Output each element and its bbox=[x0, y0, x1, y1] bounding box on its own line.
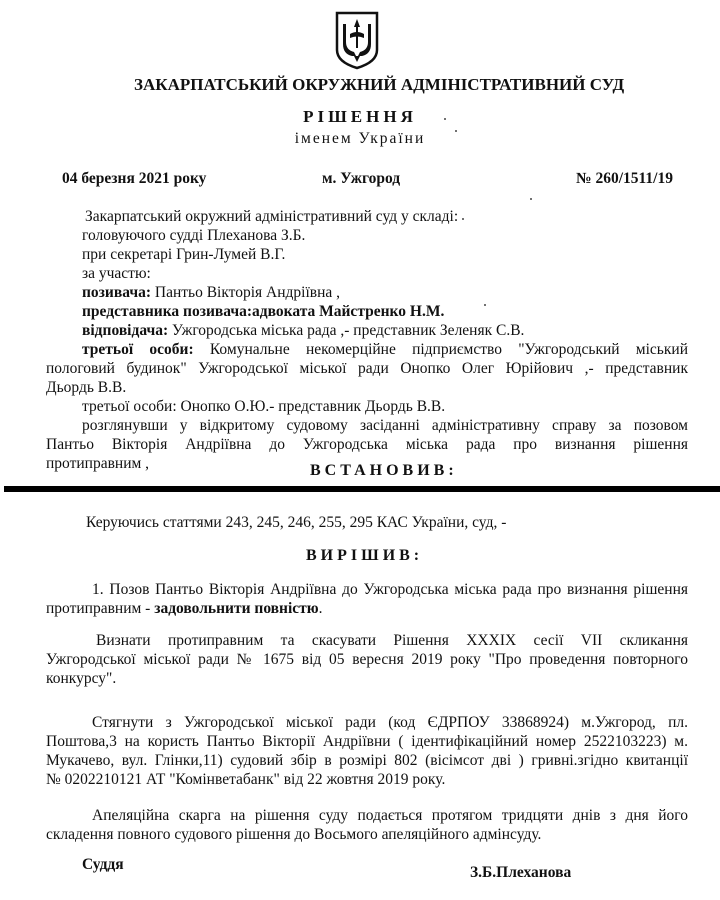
third-party-2-line: третьої особи: Онопко О.Ю.- представник Дьордь В.В. bbox=[82, 398, 446, 415]
decided-heading: ВИРІШИВ: bbox=[306, 547, 424, 564]
document-title: РІШЕННЯ bbox=[303, 107, 417, 126]
resolution-paragraph-3: Мукачево, вул. Глінки,11) судовий збір в розмірі 802 (вісімсот дві ) гривні.згідно квитанції bbox=[46, 752, 688, 769]
trident-coat-of-arms-icon bbox=[334, 10, 380, 70]
defendant-value: Ужгородська міська рада ,- представник Зеленяк С.В. bbox=[172, 322, 525, 339]
composition-line: головуючого судді Плеханова З.Б. bbox=[82, 227, 306, 244]
composition-line: Закарпатський окружний адміністративний суд у складі: bbox=[85, 208, 459, 225]
composition-line: за участю: bbox=[82, 265, 151, 282]
defendant-line bbox=[82, 322, 524, 340]
decision-city: м. Ужгород bbox=[322, 170, 401, 187]
established-heading: ВСТАНОВИВ: bbox=[310, 462, 458, 479]
defendant-label: відповідача: bbox=[82, 322, 169, 339]
court-name: ЗАКАРПАТСЬКИЙ ОКРУЖНИЙ АДМІНІСТРАТИВНИЙ СУД bbox=[134, 75, 625, 94]
appeal-paragraph: Апеляційна скарга на рішення суду подається протягом тридцяти днів з дня його bbox=[92, 807, 688, 824]
considered-line: Пантьо Вікторія Андріївна до Ужгородська міська рада про визнання рішення bbox=[46, 436, 688, 453]
resolution-text: . bbox=[318, 600, 323, 617]
third-party-line bbox=[82, 341, 688, 359]
resolution-paragraph-1 bbox=[46, 600, 323, 618]
scan-speck bbox=[462, 218, 464, 220]
resolution-paragraph-1: 1. Позов Пантьо Вікторія Андріївна до Ужгородська міська рада про визнання рішення bbox=[92, 581, 688, 598]
scan-speck bbox=[530, 198, 532, 200]
resolution-text: протиправним - bbox=[46, 600, 155, 617]
third-party-value: Комунальне некомерційне підприємство "Ужгородський міський bbox=[209, 341, 688, 358]
resolution-paragraph-3: № 0202210121 АТ "Комінветабанк" від 22 жовтня 2019 року. bbox=[46, 771, 446, 788]
considered-line: розглянувши у відкритому судовому засіданні адміністративну справу за позовом bbox=[82, 417, 688, 434]
page-divider bbox=[4, 486, 720, 492]
representative-line: представника позивача:адвоката Майстренко Н.М. bbox=[82, 303, 445, 320]
third-party-label: третьої особи: bbox=[82, 341, 194, 358]
appeal-paragraph: складення повного судового рішення до Восьмого апеляційного адмінсуду. bbox=[46, 826, 542, 843]
resolution-paragraph-3: Стягнути з Ужгородської міської ради (код ЄДРПОУ 33868924) м.Ужгород, пл. bbox=[92, 714, 688, 731]
decision-date: 04 березня 2021 року bbox=[62, 170, 207, 187]
resolution-paragraph-2: Визнати протиправним та скасувати Рішення XXXIX сесії VII скликання bbox=[96, 632, 688, 649]
document-subtitle: іменем України bbox=[294, 130, 426, 147]
guided-by-line: Керуючись статтями 243, 245, 246, 255, 295 КАС України, суд, - bbox=[86, 514, 507, 531]
plaintiff-value: Пантьо Вікторія Андріївна , bbox=[154, 284, 341, 301]
resolution-paragraph-2: конкурсу". bbox=[46, 670, 117, 687]
signature-role: Суддя bbox=[82, 856, 124, 873]
resolution-bold-text: задовольнити повністю bbox=[154, 600, 319, 617]
resolution-paragraph-3: Поштова,3 на користь Пантьо Вікторії Андріївни ( ідентифікаційний номер 2522103223) м. bbox=[46, 733, 688, 750]
third-party-line: пологовий будинок" Ужгородської міської ради Онопко Олег Юрійович ,- представник bbox=[46, 360, 688, 377]
scan-speck bbox=[455, 130, 457, 132]
considered-line: протиправним , bbox=[46, 455, 150, 472]
composition-line: при секретарі Грин-Лумей В.Г. bbox=[82, 246, 286, 263]
scan-speck bbox=[444, 118, 446, 120]
resolution-paragraph-2: Ужгородської міської ради № 1675 від 05 вересня 2019 року "Про проведення повторного bbox=[46, 651, 688, 668]
case-number: № 260/1511/19 bbox=[576, 170, 673, 187]
plaintiff-line bbox=[82, 284, 340, 302]
third-party-line: Дьордь В.В. bbox=[46, 379, 127, 396]
plaintiff-label: позивача: bbox=[82, 284, 151, 301]
scan-speck bbox=[484, 304, 486, 306]
signature-name: З.Б.Плеханова bbox=[470, 864, 572, 881]
